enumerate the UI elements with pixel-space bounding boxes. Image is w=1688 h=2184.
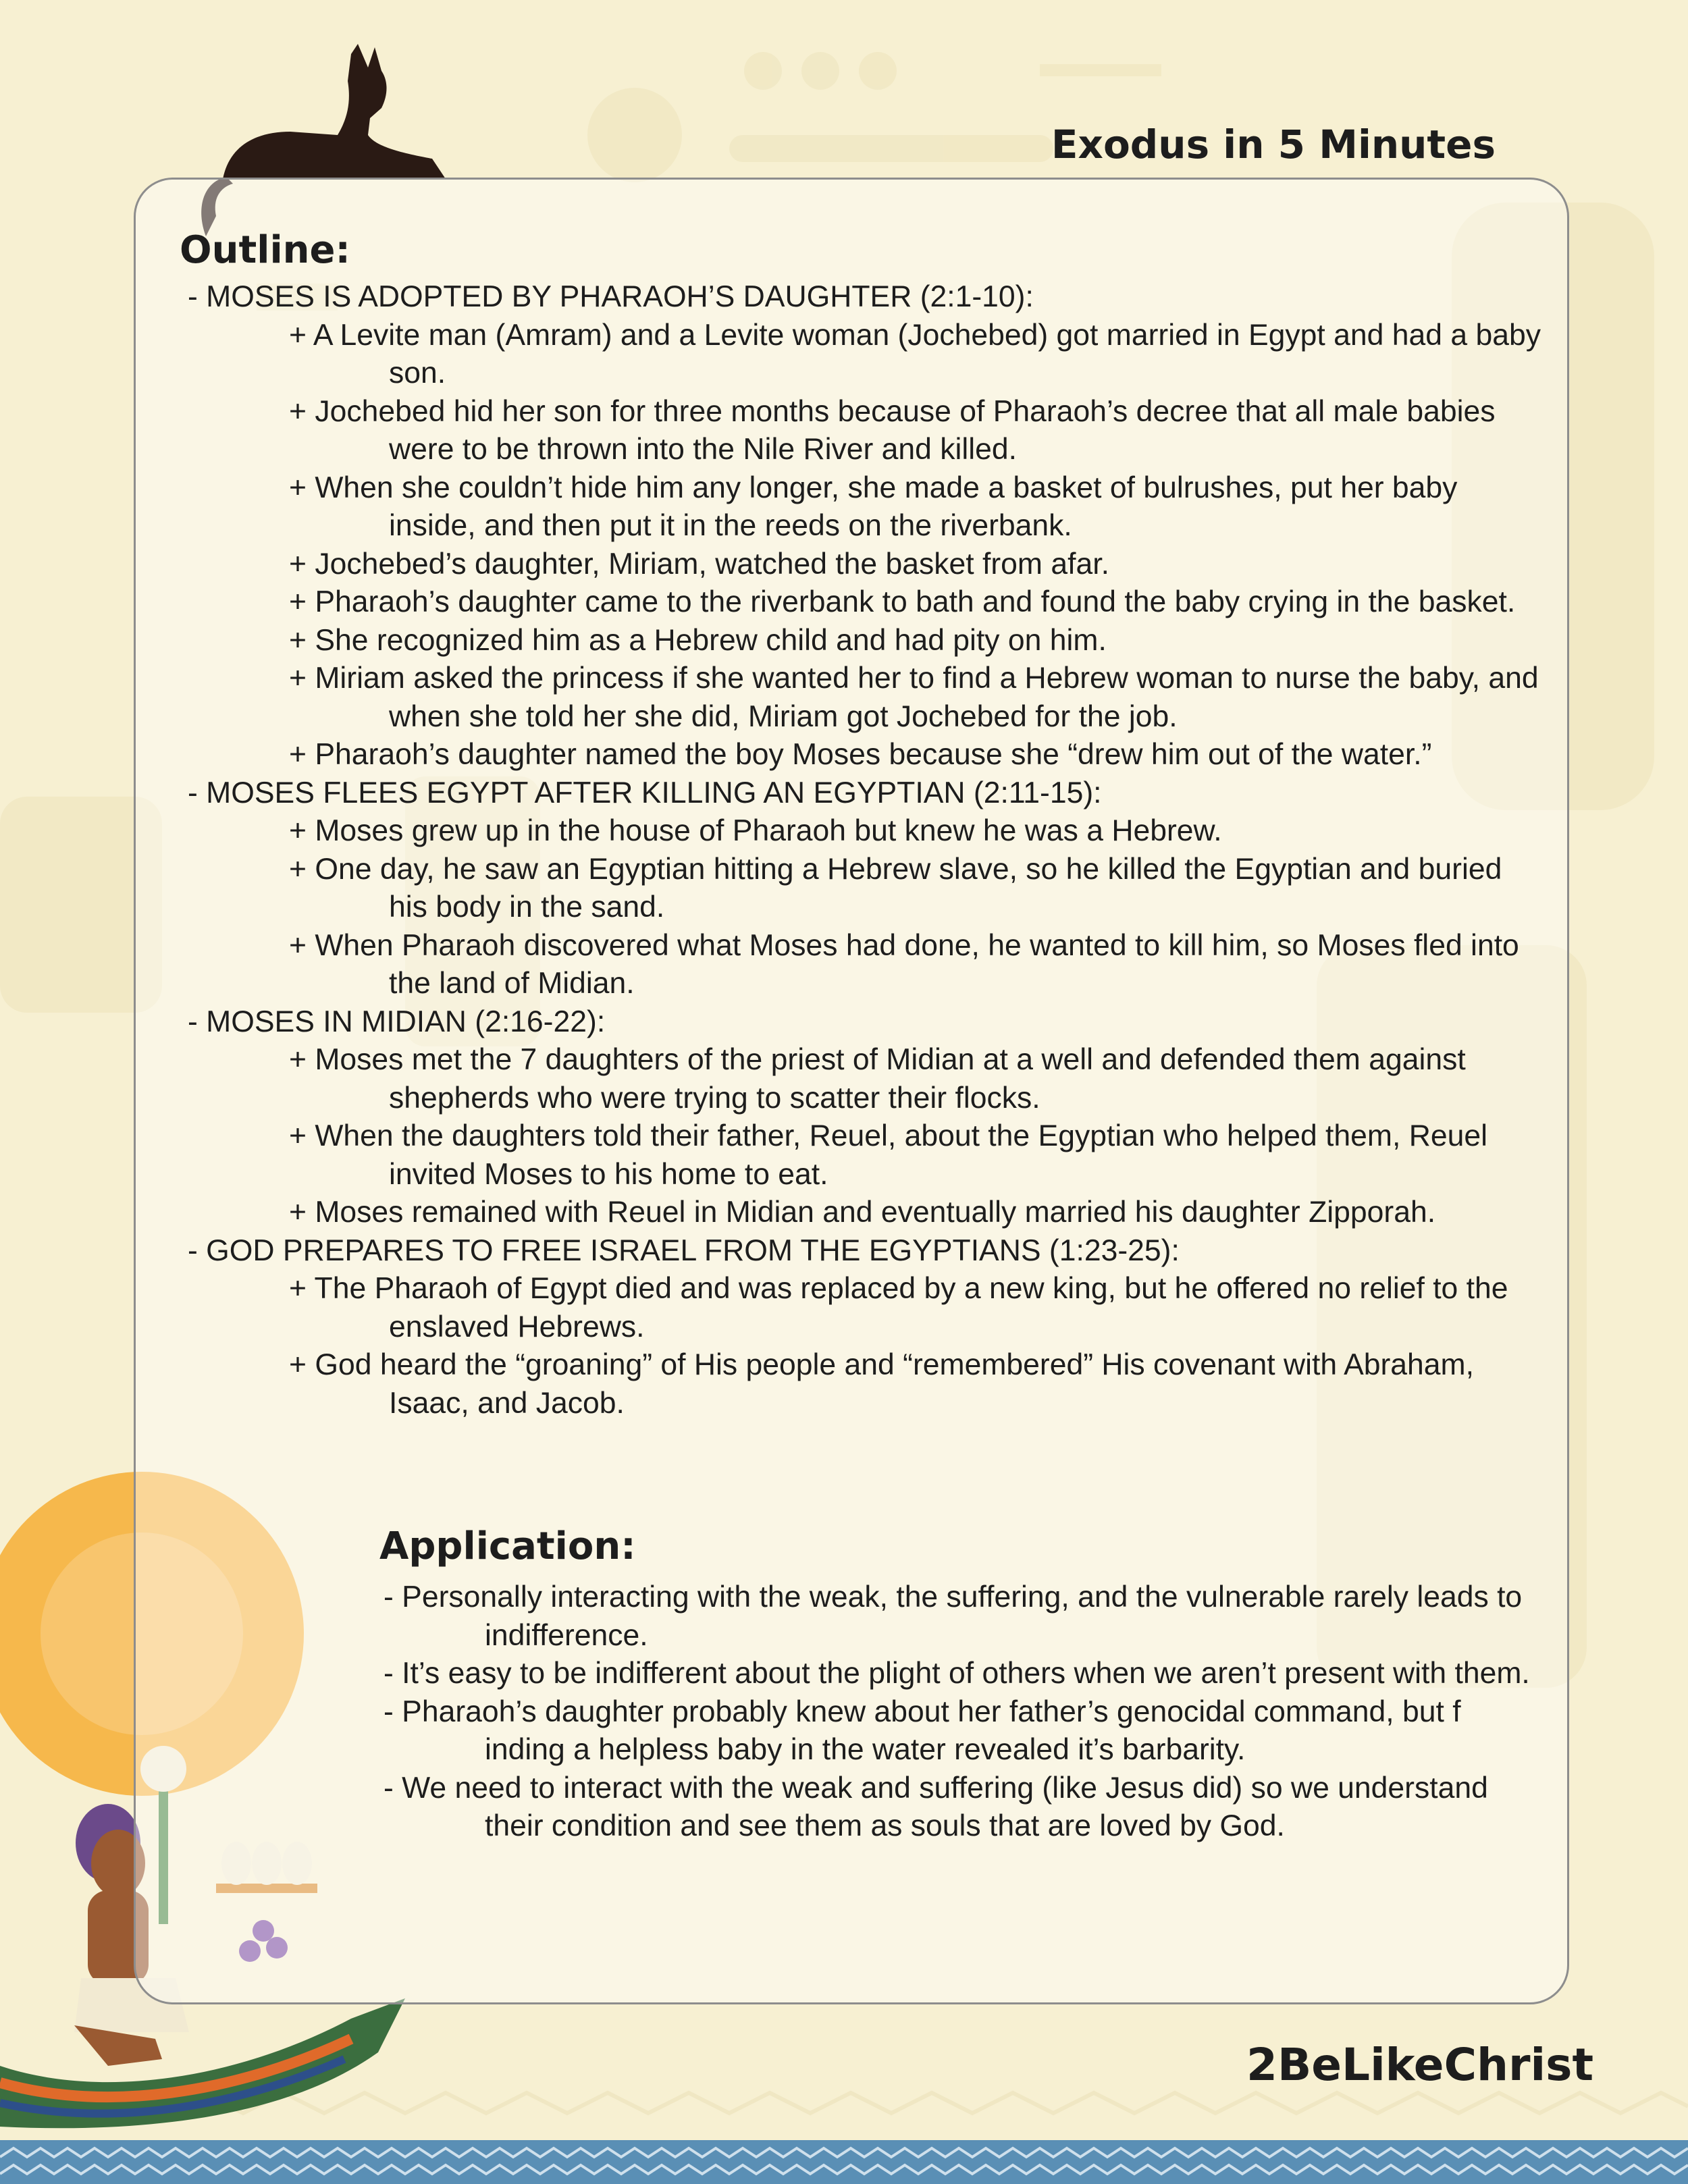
- outline-list: [188, 278, 1545, 1422]
- outline-item: + Jochebed’s daughter, Miriam, watched the basket from afar.: [289, 547, 1109, 581]
- outline-item: + God heard the “groaning” of His people and “remembered” His covenant with Abraham, Isaac, and Jacob.: [289, 1348, 1474, 1420]
- outline-item: + Jochebed hid her son for three months because of Pharaoh’s decree that all male babies were to be thrown into the Nile River and killed.: [289, 394, 1496, 466]
- application-item: - It’s easy to be indifferent about the plight of others when we aren’t present with them.: [384, 1657, 1530, 1690]
- outline-item: + Moses remained with Reuel in Midian and eventually married his daughter Zipporah.: [289, 1196, 1436, 1229]
- outline-item: + She recognized him as a Hebrew child and had pity on him.: [289, 623, 1107, 657]
- outline-item: + When she couldn’t hide him any longer, she made a basket of bulrushes, put her baby inside, and then put it in the reeds on the riverbank.: [289, 471, 1458, 542]
- outline-item: + When the daughters told their father, Reuel, about the Egyptian who helped them, Reuel invited Moses to his home to eat.: [289, 1119, 1487, 1191]
- outline-item: + Miriam asked the princess if she wanted her to find a Hebrew woman to nurse the baby, and when she told her she did, Miriam got Jochebed for the job.: [289, 662, 1539, 733]
- outline-item: + Pharaoh’s daughter named the boy Moses because she “drew him out of the water.”: [289, 738, 1432, 771]
- outline-section-title: - MOSES FLEES EGYPT AFTER KILLING AN EGYPTIAN (2:11-15):: [188, 776, 1102, 809]
- outline-item: + When Pharaoh discovered what Moses had done, he wanted to kill him, so Moses fled into the land of Midian.: [289, 928, 1519, 1000]
- application-heading: Application:: [379, 1524, 636, 1568]
- application-item: - We need to interact with the weak and suffering (like Jesus did) so we understand their condition and see them as souls that are loved by God.: [384, 1771, 1488, 1842]
- outline-item: + The Pharaoh of Egypt died and was replaced by a new king, but he offered no relief to the enslaved Hebrews.: [289, 1272, 1508, 1343]
- outline-item: + Moses grew up in the house of Pharaoh but knew he was a Hebrew.: [289, 814, 1222, 847]
- brand-logo-text: 2BeLikeChrist: [1246, 2039, 1593, 2091]
- application-item: - Pharaoh’s daughter probably knew about her father’s genocidal command, but f inding a helpless baby in the water revealed it’s barbarity.: [384, 1695, 1461, 1766]
- outline-item: + Pharaoh’s daughter came to the riverbank to bath and found the baby crying in the basket.: [289, 585, 1516, 618]
- outline-section-title: - GOD PREPARES TO FREE ISRAEL FROM THE EGYPTIANS (1:23-25):: [188, 1233, 1180, 1267]
- outline-item: + One day, he saw an Egyptian hitting a Hebrew slave, so he killed the Egyptian and buried his body in the sand.: [289, 852, 1502, 924]
- application-list: [384, 1578, 1531, 1846]
- application-item: - Personally interacting with the weak, the suffering, and the vulnerable rarely leads to indifference.: [384, 1580, 1523, 1652]
- outline-section-title: - MOSES IS ADOPTED BY PHARAOH’S DAUGHTER (2:1-10):: [188, 280, 1034, 313]
- document-title: Exodus in 5 Minutes: [1051, 122, 1496, 167]
- outline-section-title: - MOSES IN MIDIAN (2:16-22):: [188, 1005, 606, 1038]
- outline-item: + A Levite man (Amram) and a Levite woman (Jochebed) got married in Egypt and had a baby son.: [289, 318, 1541, 390]
- outline-item: + Moses met the 7 daughters of the priest of Midian at a well and defended them against shepherds who were trying to scatter their flocks.: [289, 1043, 1466, 1115]
- wave-band: [0, 2140, 1688, 2184]
- outline-heading: Outline:: [180, 228, 350, 272]
